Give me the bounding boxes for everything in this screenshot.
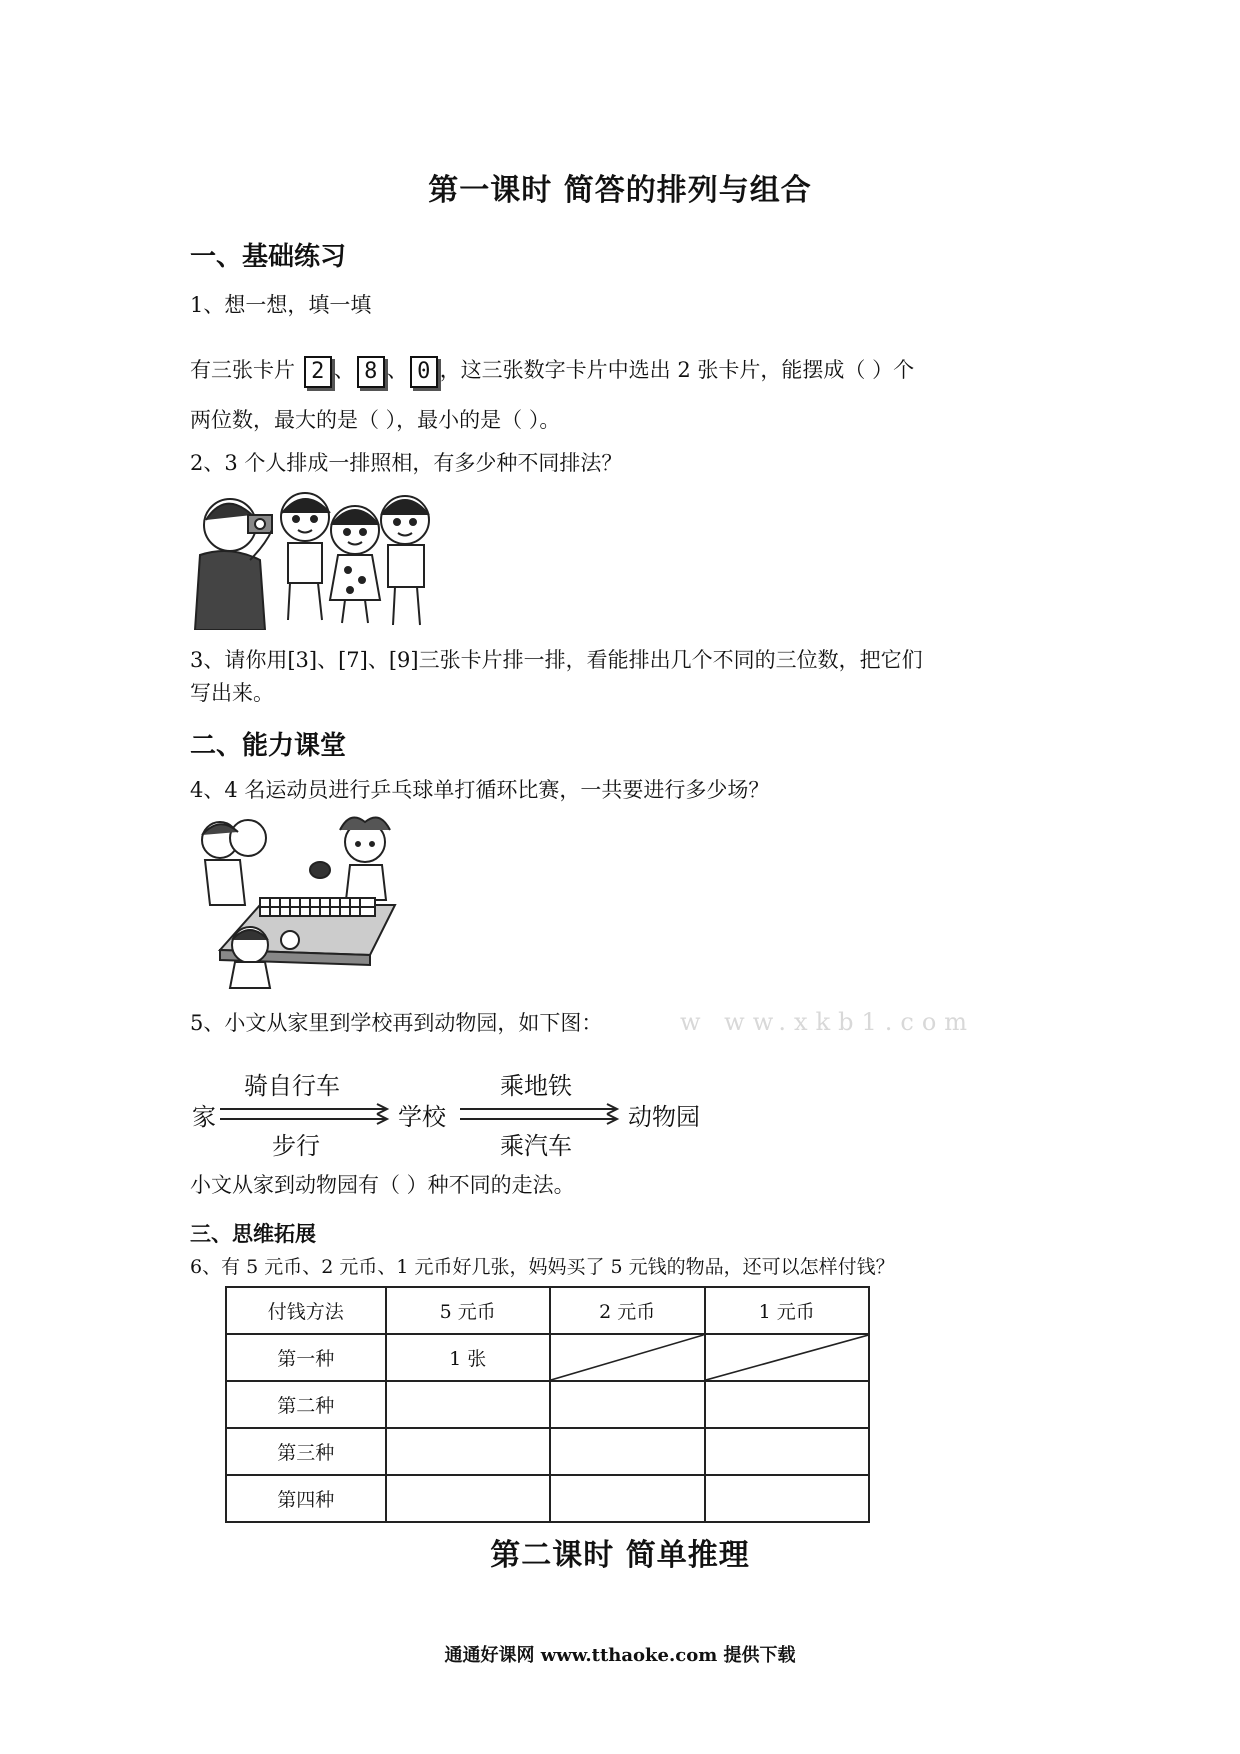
route-leg2-bottom: 乘汽车 — [500, 1132, 572, 1160]
table-cell[interactable] — [386, 1381, 550, 1428]
table-cell[interactable] — [705, 1475, 870, 1522]
route-leg1-top: 骑自行车 — [244, 1072, 340, 1100]
table-row — [226, 1428, 869, 1475]
table-tennis-illustration-icon — [190, 810, 430, 990]
route-leg2-top: 乘地铁 — [500, 1072, 572, 1100]
route-leg1-bottom: 步行 — [272, 1132, 320, 1160]
number-card-2: 2 — [304, 356, 332, 388]
table-row — [226, 1475, 869, 1522]
number-card-0: 0 — [410, 356, 438, 388]
table-cell[interactable] — [550, 1428, 705, 1475]
table-cell[interactable] — [705, 1428, 870, 1475]
second-lesson-title: 第二课时 简单推理 — [490, 1538, 750, 1573]
question-1-label: 1、想一想，填一填 — [190, 293, 372, 317]
question-1-intro: 有三张卡片 — [190, 358, 295, 382]
route-arrows-icon — [215, 1100, 625, 1130]
table-row — [226, 1381, 869, 1428]
diagonal-slash-icon — [551, 1335, 704, 1380]
footer-credit: 通通好课网 www.tthaoke.com 提供下载 — [444, 1645, 796, 1666]
watermark-text: w ww.xkb1.com — [680, 1008, 976, 1036]
route-school: 学校 — [398, 1103, 446, 1131]
payment-table — [225, 1286, 870, 1523]
question-3-line-1: 3、请你用[3]、[7]、[9]三张卡片排一排，看能排出几个不同的三位数，把它们 — [190, 648, 923, 672]
route-home: 家 — [192, 1103, 216, 1131]
table-header-cell: 1 元币 — [705, 1287, 870, 1334]
section-heading-basic: 一、基础练习 — [190, 242, 347, 272]
question-5-answer: 小文从家到动物园有（ ）种不同的走法。 — [190, 1173, 575, 1197]
question-2: 2、3 个人排成一排照相，有多少种不同排法？ — [190, 451, 623, 475]
page-title: 第一课时 简答的排列与组合 — [428, 173, 812, 208]
question-4: 4、4 名运动员进行乒乓球单打循环比赛，一共要进行多少场？ — [190, 778, 770, 802]
question-1-rest: ，这三张数字卡片中选出 2 张卡片，能摆成（ ）个 — [439, 358, 915, 382]
question-5: 5、小文从家里到学校再到动物园，如下图： — [190, 1011, 603, 1035]
table-cell[interactable] — [705, 1381, 870, 1428]
section-heading-ability: 二、能力课堂 — [190, 731, 347, 761]
table-cell: 1 张 — [386, 1334, 550, 1381]
question-3-line-2: 写出来。 — [190, 681, 274, 705]
photo-taking-illustration-icon — [190, 485, 450, 630]
table-cell-slashed — [705, 1334, 870, 1381]
table-cell: 第一种 — [226, 1334, 386, 1381]
table-header-row — [226, 1287, 869, 1334]
table-cell-slashed — [550, 1334, 705, 1381]
number-card-8: 8 — [357, 356, 385, 388]
table-cell: 第三种 — [226, 1428, 386, 1475]
table-row — [226, 1334, 869, 1381]
table-cell: 第四种 — [226, 1475, 386, 1522]
route-zoo: 动物园 — [628, 1103, 700, 1131]
table-cell[interactable] — [386, 1475, 550, 1522]
card-separator: 、 — [333, 358, 355, 382]
table-header-cell: 2 元币 — [550, 1287, 705, 1334]
table-cell[interactable] — [550, 1381, 705, 1428]
diagonal-slash-icon — [706, 1335, 869, 1380]
table-cell[interactable] — [386, 1428, 550, 1475]
question-1-line-1 — [190, 355, 914, 388]
question-1-line-2: 两位数，最大的是（ ），最小的是（ ）。 — [190, 408, 561, 432]
table-cell: 第二种 — [226, 1381, 386, 1428]
card-separator: 、 — [386, 358, 408, 382]
section-heading-extension: 三、思维拓展 — [190, 1221, 316, 1246]
table-header-cell: 付钱方法 — [226, 1287, 386, 1334]
table-header-cell: 5 元币 — [386, 1287, 550, 1334]
table-cell[interactable] — [550, 1475, 705, 1522]
question-6: 6、有 5 元币、2 元币、1 元币好几张，妈妈买了 5 元钱的物品，还可以怎样付钱？ — [190, 1256, 895, 1278]
